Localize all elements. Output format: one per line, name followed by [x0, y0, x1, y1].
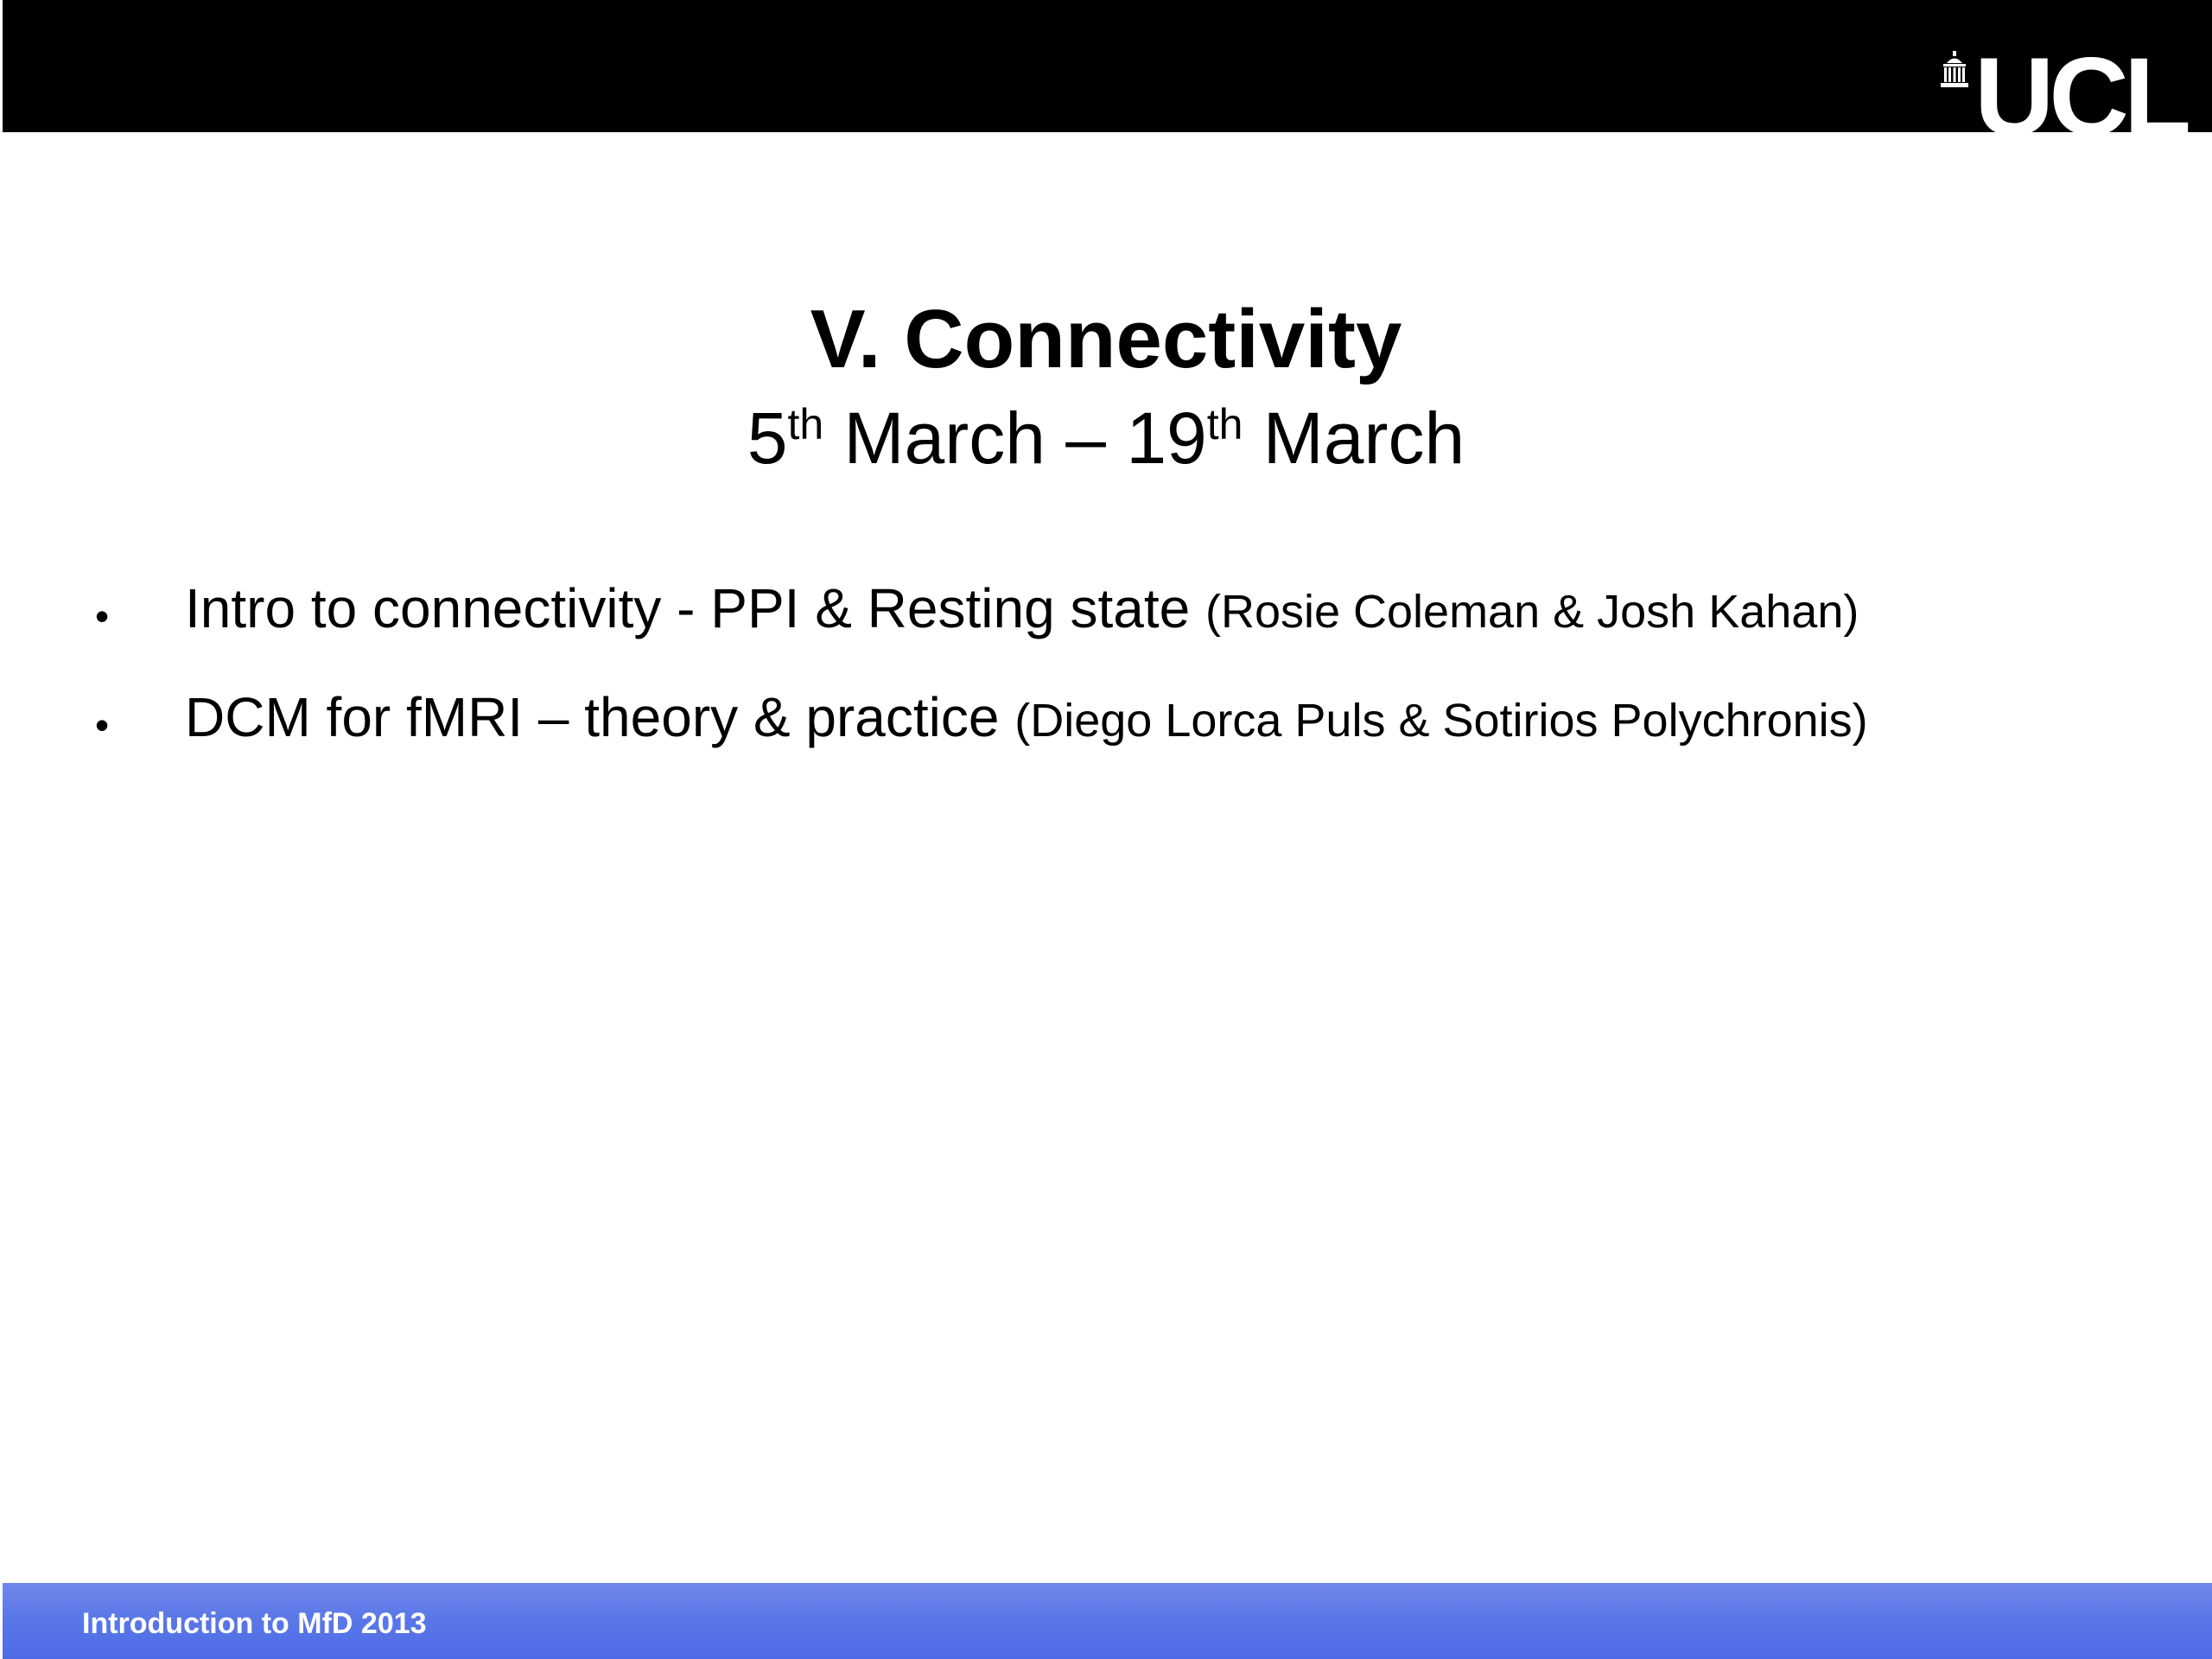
- list-item-text: [185, 686, 1868, 748]
- footer-text: Introduction to MfD 2013: [82, 1607, 427, 1640]
- ucl-logo: [1940, 35, 2186, 159]
- logo-text: UCL: [1974, 35, 2186, 159]
- header-bar: [3, 0, 2212, 159]
- bullet-marker: •: [95, 594, 110, 639]
- list-item: [95, 577, 2169, 690]
- end-month: March: [1243, 397, 1465, 479]
- start-day: 5: [747, 397, 788, 479]
- end-day-suffix: th: [1206, 400, 1243, 448]
- end-day: 19: [1126, 397, 1207, 479]
- session-presenters: (Diego Lorca Puls & Sotirios Polychronis): [1014, 695, 1868, 747]
- start-day-suffix: th: [787, 400, 824, 448]
- session-presenters: (Rosie Coleman & Josh Kahan): [1205, 586, 1859, 638]
- start-month: March –: [823, 397, 1127, 479]
- slide-title: V. Connectivity: [810, 293, 1402, 385]
- list-item-text: [185, 577, 1859, 639]
- session-topic: Intro to connectivity - PPI & Resting state: [185, 577, 1191, 639]
- date-range: [0, 397, 2212, 479]
- footer-bar: [3, 1583, 2212, 1659]
- list-item: [95, 686, 2169, 798]
- session-topic: DCM for fMRI – theory & practice: [185, 686, 1000, 748]
- bullet-marker: •: [95, 702, 110, 747]
- portico-icon: [1940, 51, 1969, 89]
- session-list: [95, 577, 2169, 798]
